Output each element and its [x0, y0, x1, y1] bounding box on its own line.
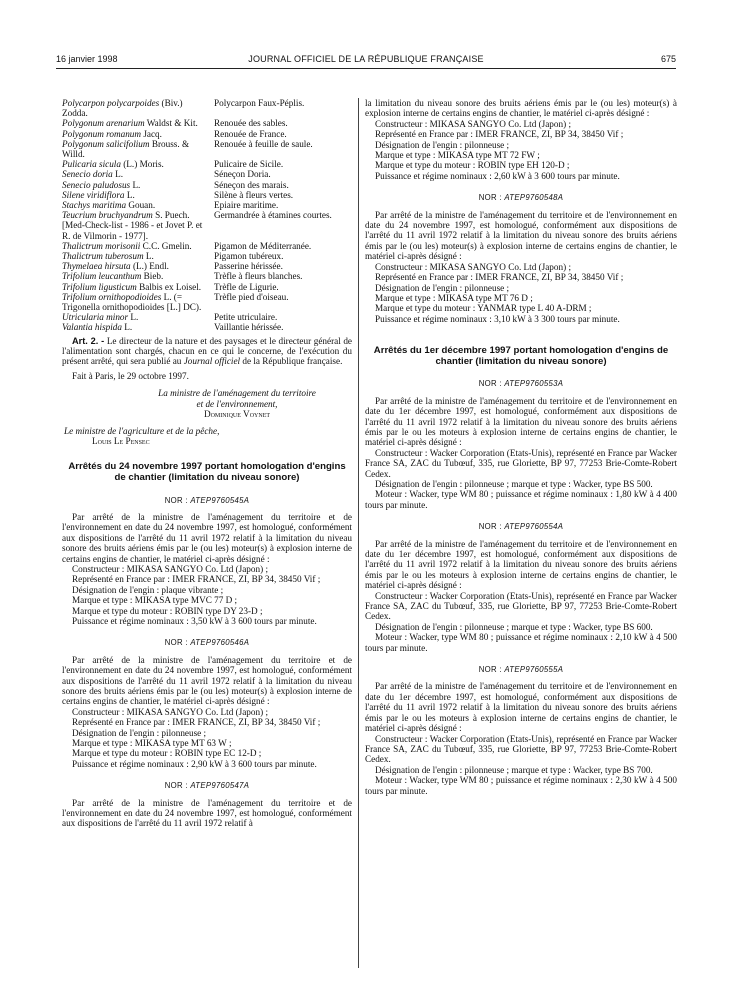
- species-row: [62, 129, 352, 139]
- species-latin-name: Polycarpon polycarpoides (Biv.) Zodda.: [62, 98, 183, 119]
- species-common-name: Séneçon Doria.: [214, 169, 271, 180]
- nor-reference: NOR : ATEP9760555A: [478, 665, 564, 675]
- notice-line: Désignation de l'engin : pilonneuse ;: [375, 282, 510, 293]
- notice-line: Puissance et régime nominaux : 3,10 kW à 3 300 tours par minute.: [375, 313, 620, 324]
- species-common-name: Germandrée à étamines courtes.: [214, 210, 332, 221]
- notice-line: Marque et type : MIKASA type MT 76 D ;: [375, 292, 533, 303]
- species-latin-name: Silene viridiflora L.: [62, 189, 135, 200]
- species-row: [62, 200, 352, 210]
- section-title-24-novembre: Arrêtés du 24 novembre 1997 portant homologation d'engins de chantier (limitation du niveau sonore): [68, 461, 346, 483]
- species-common-name: Epiaire maritime.: [214, 200, 279, 211]
- notice-ATEP9760555A: [365, 665, 677, 796]
- notice-line: Désignation de l'engin : plaque vibrante ;: [72, 584, 224, 595]
- species-row: [62, 312, 352, 322]
- notice-line: Désignation de l'engin : pilonneuse ; marque et type : Wacker, type BS 600.: [375, 621, 653, 632]
- done-at: Fait à Paris, le 29 octobre 1997.: [72, 370, 189, 381]
- species-row: [62, 241, 352, 251]
- signature-2: Le ministre de l'agriculture et de la pêche, Louis Le Pensec: [64, 425, 220, 446]
- notice-line: Désignation de l'engin : pilonneuse ; marque et type : Wacker, type BS 500.: [375, 478, 653, 489]
- species-common-name: Trèfle pied d'oiseau.: [214, 291, 289, 302]
- notice-line: Constructeur : Wacker Corporation (Etats-Unis), représenté en France par Wacker France SA, ZAC du Tubœuf, 335, rue Gloriette, BP 97, 77253 Brie-Comte-Robert Cedex.: [365, 733, 677, 765]
- notice-line: Constructeur : MIKASA SANGYO Co. Ltd (Japon) ;: [72, 563, 268, 574]
- notice-ATEP9760554A: [365, 522, 677, 653]
- nor-reference: NOR : ATEP9760554A: [478, 522, 564, 532]
- species-row: [62, 190, 352, 200]
- notice-line: Moteur : Wacker, type WM 80 ; puissance et régime nominaux : 2,30 kW à 4 500 tours par minute.: [365, 775, 677, 796]
- notice-continued: la limitation du niveau sonore des bruits aériens émis par le (ou les) moteur(s) à explosion interne de certains engins de chantier, le matériel ci-après désigné : Constructeur : MIKASA SANGYO Co. Ltd (Japon) ; Représenté en France par : IMER FRANCE, ZI, BP 34, 38450 Vif ; Désignation de l'engin : pilonneuse ; Marque et type : MIKASA type MT 72 FW ; Marque et type du moteur : ROBIN type EH 120-D ; Puissance et régime nominaux : 2,60 kW à 3 600 tours par minute.: [365, 98, 677, 181]
- species-common-name: Polycarpon Faux-Péplis.: [214, 98, 305, 108]
- species-latin-name: Senecio paludosus L.: [62, 179, 141, 190]
- species-latin-name: Pulicaria sicula (L.) Moris.: [62, 159, 164, 170]
- species-latin-name: Polygonum arenarium Waldst & Kit.: [62, 118, 198, 129]
- nor-reference: NOR : ATEP9760545A: [164, 495, 250, 505]
- notice-intro: Par arrêté de la ministre de l'aménagement du territoire et de l'environnement en date du 24 novembre 1997, est homologué, conformément aux dispositions de l'arrêté du 11 avril 1972 relatif à la limitation du niveau sonore des bruits aériens émis par le (ou les) moteur(s) à explosion interne de certains engins de chantier, le matériel ci-après désigné :: [62, 511, 352, 564]
- nor-reference: NOR : ATEP9760547A: [164, 781, 250, 791]
- right-column: [365, 98, 677, 796]
- section-title-1er-decembre: Arrêtés du 1er décembre 1997 portant homologation d'engins de chantier (limitation du niveau sonore): [373, 345, 669, 367]
- notice-line: Puissance et régime nominaux : 2,90 kW à 3 600 tours par minute.: [72, 758, 317, 769]
- notice-line: Constructeur : MIKASA SANGYO Co. Ltd (Japon) ;: [375, 118, 571, 129]
- header-rule: [56, 68, 676, 69]
- species-row: [62, 118, 352, 128]
- notice-line: Représenté en France par : IMER FRANCE, ZI, BP 34, 38450 Vif ;: [375, 272, 624, 283]
- notice-line: Représenté en France par : IMER FRANCE, ZI, BP 34, 38450 Vif ;: [72, 717, 321, 728]
- notice-line: Désignation de l'engin : pilonneuse ; marque et type : Wacker, type BS 700.: [375, 764, 653, 775]
- notice-intro: Par arrêté de la ministre de l'aménagement du territoire et de l'environnement en date du 24 novembre 1997, est homologué, conformément aux dispositions de l'arrêté du 11 avril 1972 relatif à la limitation du niveau sonore des bruits aériens émis par le (ou les) moteur(s) à explosion interne de certains engins de chantier, le matériel ci-après désigné :: [365, 209, 677, 262]
- species-latin-name: Senecio doria L.: [62, 169, 123, 180]
- notice-ATEP9760553A: [365, 379, 677, 510]
- notice-line: Désignation de l'engin : pilonneuse ;: [375, 139, 510, 150]
- species-latin-name: Trifolium ligusticum Balbis ex Loisel.: [62, 281, 202, 292]
- species-latin-name: Trifolium leucanthum Bieb.: [62, 271, 164, 282]
- species-row: [62, 139, 352, 159]
- nor-reference: NOR : ATEP9760553A: [478, 379, 564, 389]
- notice-line: Marque et type du moteur : ROBIN type DY 23-D ;: [72, 605, 263, 616]
- species-row: [62, 271, 352, 281]
- species-latin-name: Thymelaea hirsuta (L.) Endl.: [62, 261, 169, 272]
- notice-line: Puissance et régime nominaux : 3,50 kW à 3 600 tours par minute.: [72, 615, 317, 626]
- notice-intro: Par arrêté de la ministre de l'aménagement du territoire et de l'environnement en date du 24 novembre 1997, est homologué, conformément aux dispositions de l'arrêté du 11 avril 1972 relatif à: [62, 797, 352, 829]
- species-latin-name: Thalictrum morisonii C.C. Gmelin.: [62, 240, 192, 251]
- notice-intro: Par arrêté de la ministre de l'aménagement du territoire et de l'environnement en date du 1er décembre 1997, est homologué, conformément aux dispositions de l'arrêté du 11 avril 1972 relatif à la limitation du niveau sonore des bruits aériens émis par le ou les moteurs à explosion interne de certains engins de chantier, le matériel ci-après désigné :: [365, 395, 677, 448]
- page-header: [56, 54, 676, 66]
- notice-line: Puissance et régime nominaux : 2,60 kW à 3 600 tours par minute.: [375, 170, 620, 181]
- species-common-name: Renouée des sables.: [214, 118, 288, 129]
- signature-1: La ministre de l'aménagement du territoire et de l'environnement, Dominique Voynet: [158, 388, 316, 420]
- species-common-name: Passerine hérissée.: [214, 261, 283, 272]
- species-table: [62, 98, 352, 333]
- notice-line: Moteur : Wacker, type WM 80 ; puissance et régime nominaux : 2,10 kW à 4 500 tours par minute.: [365, 632, 677, 653]
- species-row: [62, 322, 352, 332]
- notice-ATEP9760547A: [62, 781, 352, 829]
- species-common-name: Trèfle de Ligurie.: [214, 281, 279, 292]
- species-row: [62, 98, 352, 118]
- left-column: [62, 98, 352, 829]
- notice-line: Marque et type du moteur : ROBIN type EC 12-D ;: [72, 748, 262, 759]
- left-notices: [62, 496, 352, 829]
- notice-line: Constructeur : MIKASA SANGYO Co. Ltd (Japon) ;: [375, 261, 571, 272]
- notice-intro: Par arrêté de la ministre de l'aménagement du territoire et de l'environnement en date du 1er décembre 1997, est homologué, conformément aux dispositions de l'arrêté du 11 avril 1972 relatif à la limitation du niveau sonore des bruits aériens émis par le ou les moteurs à explosion interne de certains engins de chantier, le matériel ci-après désigné :: [365, 538, 677, 591]
- species-row: [62, 261, 352, 271]
- species-row: [62, 169, 352, 179]
- species-row: [62, 159, 352, 169]
- header-page-number: 675: [660, 54, 676, 64]
- notice-intro: Par arrêté de la ministre de l'aménagement du territoire et de l'environnement en date du 1er décembre 1997, est homologué, conformément aux dispositions de l'arrêté du 11 avril 1972 relatif à la limitation du niveau sonore des bruits aériens émis par le ou les moteurs à explosion interne de certains engins de chantier, le matériel ci-après désigné :: [365, 681, 677, 734]
- species-latin-name: Stachys maritima Gouan.: [62, 200, 156, 211]
- species-common-name: Pigamon de Méditerranée.: [214, 240, 312, 251]
- notice-intro: Par arrêté de la ministre de l'aménagement du territoire et de l'environnement en date du 24 novembre 1997, est homologué, conformément aux dispositions de l'arrêté du 11 avril 1972 relatif à la limitation du niveau sonore des bruits aériens émis par le (ou les) moteur(s) à explosion interne de certains engins de chantier, le matériel ci-après désigné :: [62, 654, 352, 707]
- right-notices: [365, 379, 677, 796]
- notice-line: Marque et type du moteur : YANMAR type L 40 A-DRM ;: [375, 303, 592, 314]
- notice-line: Représenté en France par : IMER FRANCE, ZI, BP 34, 38450 Vif ;: [72, 574, 321, 585]
- species-common-name: Pulicaire de Sicile.: [214, 159, 284, 170]
- article-2: Art. 2. - Le directeur de la nature et des paysages et le directeur général de l'alimentation sont chargés, chacun en ce qui le concerne, de l'exécution du présent arrêté, qui sera publié au Journal officiel de la République française.: [62, 335, 353, 367]
- header-date: 16 janvier 1998: [56, 54, 118, 64]
- species-row: [62, 251, 352, 261]
- species-row: [62, 292, 352, 312]
- notice-ATEP9760545A: [62, 496, 352, 627]
- species-common-name: Renouée à feuille de saule.: [214, 138, 313, 149]
- notice-line: Marque et type : MIKASA type MT 72 FW ;: [375, 150, 540, 161]
- notice-line: Constructeur : Wacker Corporation (Etats-Unis), représenté en France par Wacker France SA, ZAC du Tubœuf, 335, rue Gloriette, BP 97, 77253 Brie-Comte-Robert Cedex.: [365, 590, 677, 622]
- species-common-name: Renouée de France.: [214, 128, 287, 139]
- notice-line: Marque et type : MIKASA type MT 63 W ;: [72, 738, 232, 749]
- notice-line: Constructeur : Wacker Corporation (Etats-Unis), représenté en France par Wacker France SA, ZAC du Tubœuf, 335, rue Gloriette, BP 97, 77253 Brie-Comte-Robert Cedex.: [365, 447, 677, 479]
- notice-line: Moteur : Wacker, type WM 80 ; puissance et régime nominaux : 1,80 kW à 4 400 tours par minute.: [365, 489, 677, 510]
- species-common-name: Silène à fleurs vertes.: [214, 189, 294, 200]
- notice-line: Constructeur : MIKASA SANGYO Co. Ltd (Japon) ;: [72, 706, 268, 717]
- species-row: [62, 282, 352, 292]
- species-latin-name: Trifolium ornithopodioides L. (= Trigonella ornithopodioides [L.] DC).: [62, 291, 202, 313]
- species-common-name: Séneçon des marais.: [214, 179, 289, 190]
- notice-line: Désignation de l'engin : pilonneuse ;: [72, 727, 207, 738]
- species-common-name: Trèfle à fleurs blanches.: [214, 271, 303, 282]
- notice-ATEP9760546A: [62, 638, 352, 769]
- species-latin-name: Utricularia minor L.: [62, 312, 139, 323]
- species-common-name: Pigamon tubéreux.: [214, 251, 284, 262]
- species-latin-name: Thalictrum tuberosum L.: [62, 251, 154, 262]
- species-common-name: Petite utriculaire.: [214, 312, 278, 323]
- species-latin-name: Teucrium bruchyandrum S. Puech. [Med-Check-list - 1986 - et Jovet P. et R. de Vilmorin - 1977].: [62, 210, 203, 241]
- species-row: [62, 210, 352, 241]
- nor-reference: NOR : ATEP9760546A: [164, 638, 250, 648]
- species-latin-name: Valantia hispida L.: [62, 322, 133, 333]
- notice-line: Représenté en France par : IMER FRANCE, ZI, BP 34, 38450 Vif ;: [375, 129, 624, 140]
- species-latin-name: Polygonum salicifolium Brouss. & Willd.: [62, 138, 190, 160]
- notice-line: Marque et type : MIKASA type MVC 77 D ;: [72, 595, 238, 606]
- species-common-name: Vaillantie hérissée.: [214, 322, 284, 333]
- nor-reference: NOR : ATEP9760548A: [478, 193, 564, 203]
- column-divider: [358, 98, 359, 968]
- species-row: [62, 180, 352, 190]
- species-latin-name: Polygonum romanum Jacq.: [62, 128, 162, 139]
- header-journal: JOURNAL OFFICIEL DE LA RÉPUBLIQUE FRANÇAISE: [248, 54, 484, 64]
- notice-ATEP9760548A: [365, 193, 677, 324]
- notice-line: Marque et type du moteur : ROBIN type EH 120-D ;: [375, 160, 570, 171]
